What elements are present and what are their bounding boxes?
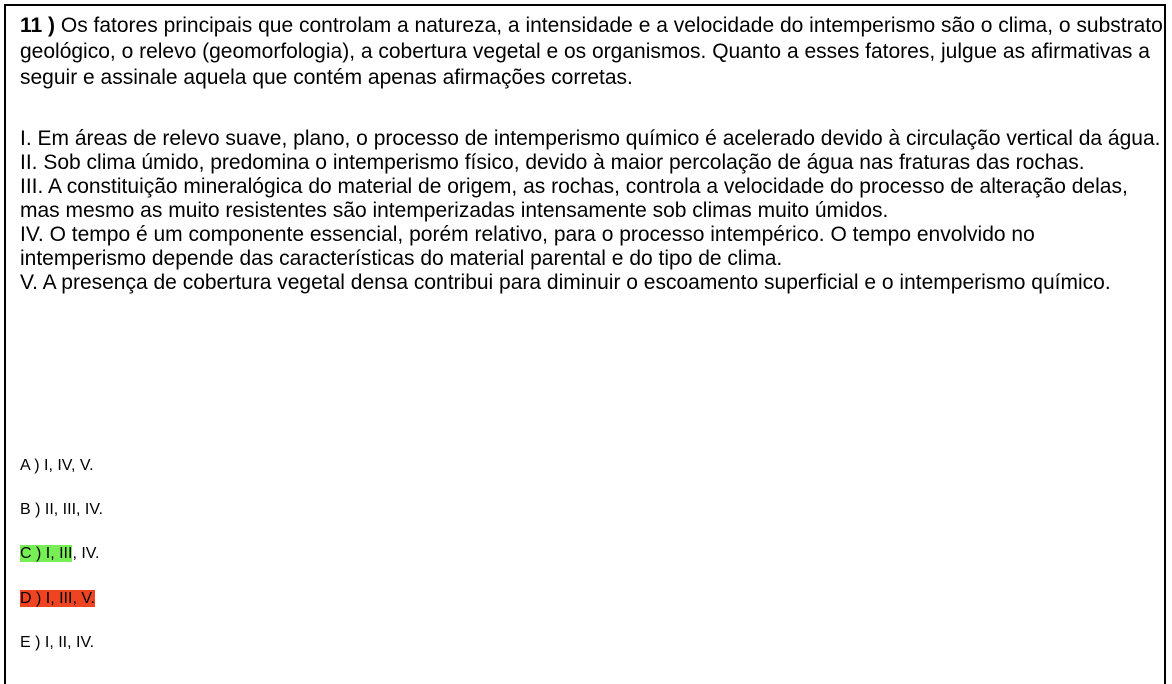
option-c-correct-highlight: C ) I, III [20,545,73,562]
option-e-label: E ) I, II, IV. [20,634,95,651]
option-c[interactable] [20,544,99,564]
option-d-wrong-highlight: D ) I, III, V. [20,590,95,607]
option-b[interactable] [20,500,103,520]
question-frame [4,4,1166,684]
question-text: Os fatores principais que controlam a natureza, a intensidade e a velocidade do intemperismo são o clima, o substrato geológico, o relevo (geomorfologia), a cobertura vegetal e os organismos. Quanto a esses fatores, julgue as afirmativas a seguir e assinale aquela que contém apenas afirmações corretas. [20,14,1163,89]
option-d[interactable] [20,589,95,609]
option-e[interactable] [20,633,94,653]
statement-3: III. A constituição mineralógica do material de origem, as rochas, controla a velocidade do processo de alteração delas, mas mesmo as muito resistentes são intemperizadas intensamente sob climas muito úmidos. [20,175,1128,222]
option-a-label: A ) I, IV, V. [20,457,94,474]
statement-2: II. Sob clima úmido, predomina o intemperismo físico, devido à maior percolação de água nas fraturas das rochas. [20,151,1085,174]
option-c-label-rest: , IV. [72,545,100,562]
question-text-paragraph [20,13,1165,91]
option-a[interactable] [20,456,94,476]
statement-5: V. A presença de cobertura vegetal densa contribui para diminuir o escoamento superficial e o intemperismo químico. [20,271,1111,294]
question-block [20,13,1165,91]
question-number: 11 ) [20,14,56,37]
statement-4: IV. O tempo é um componente essencial, porém relativo, para o processo intempérico. O tempo envolvido no intemperismo depende das características do material parental e do tipo de clima. [20,223,1035,270]
statements-list [20,127,1165,295]
option-b-label: B ) II, III, IV. [20,501,103,518]
statement-1: I. Em áreas de relevo suave, plano, o processo de intemperismo químico é acelerado devido à circulação vertical da água. [20,127,1161,150]
